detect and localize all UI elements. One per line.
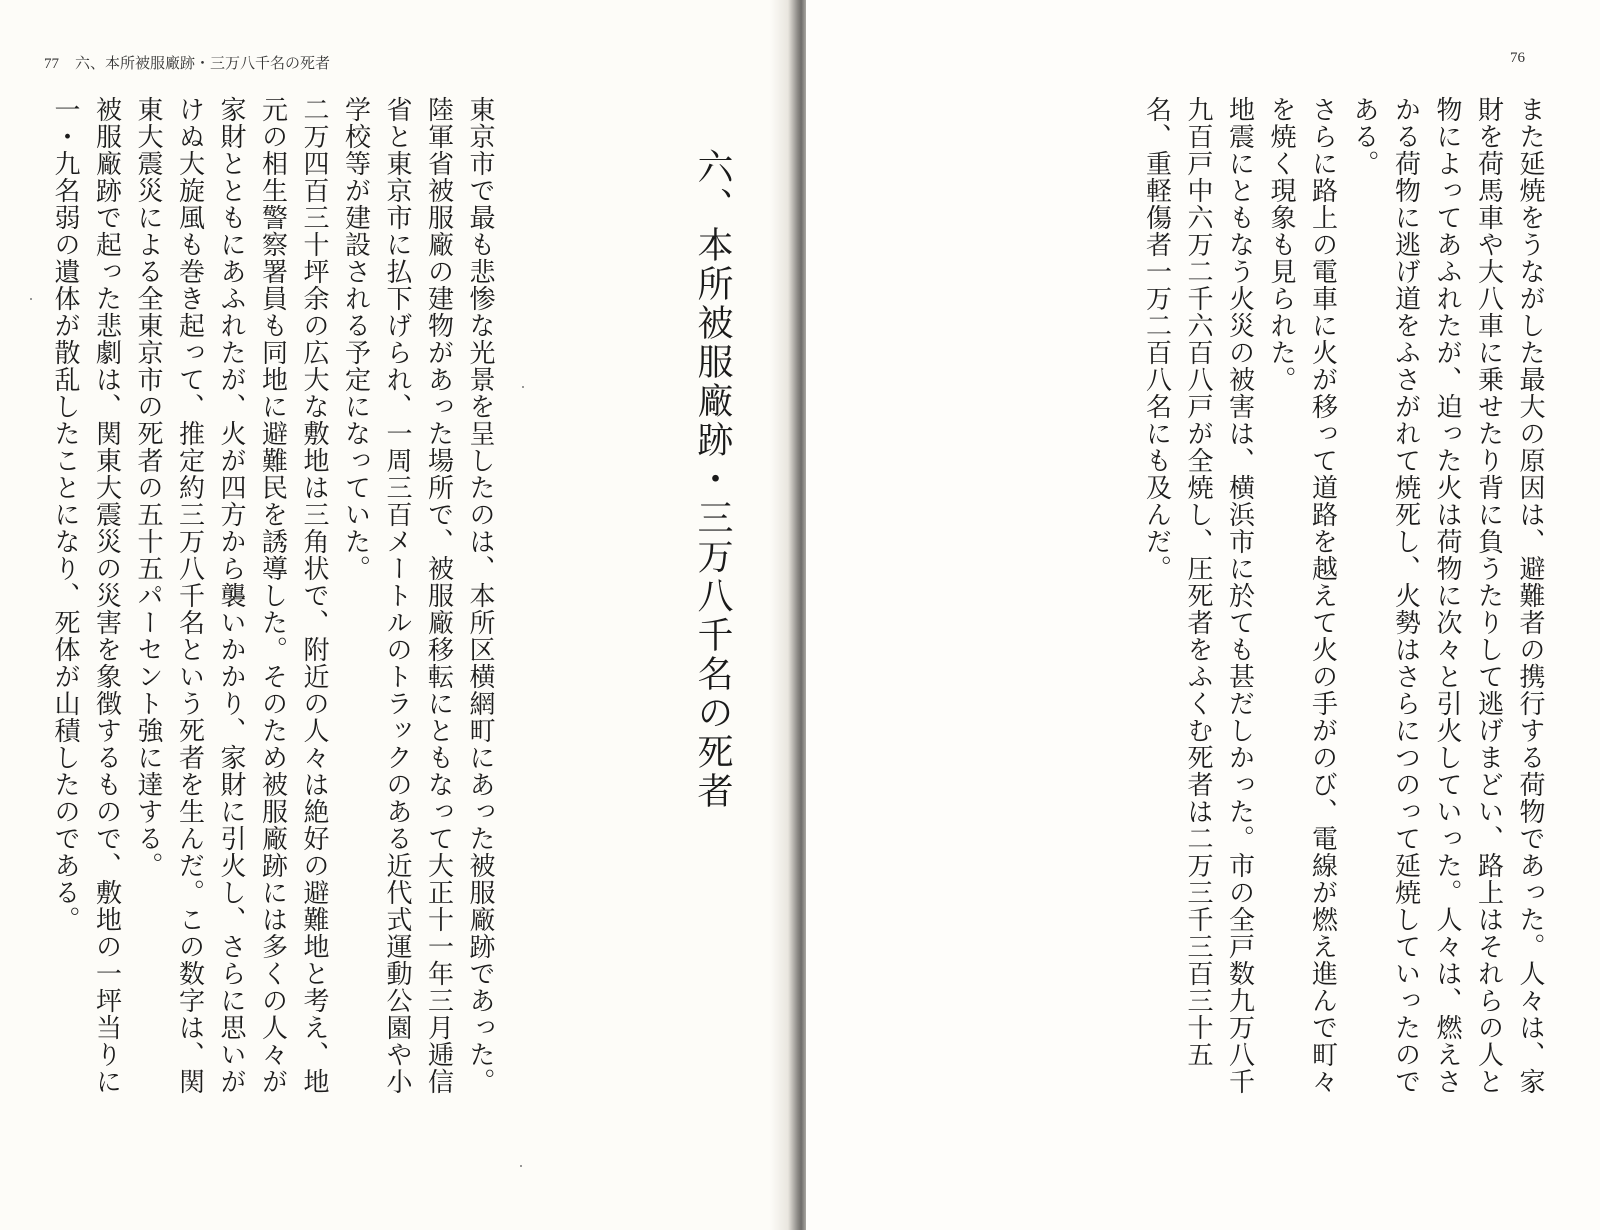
left-paragraph-3: 被服廠跡で起った悲劇は、関東大震災の災害を象徴するもので、敷地の一坪当りに一・九名弱の遺体が散乱したことになり、死体が山積したのである。 <box>50 96 122 1095</box>
right-page-number: 76 <box>1510 50 1525 66</box>
paper-speck <box>522 386 524 388</box>
right-body-text <box>1130 96 1550 1096</box>
right-paragraph-3: 地震にともなう火災の被害は、横浜市に於ても甚だしかった。市の全戸数九万八千九百戸中六万二千六百八戸が全焼し、圧死者をふくむ死者は二万三千三百三十五名、重軽傷者一万二百八名にも及んだ。 <box>1141 96 1255 1095</box>
right-paragraph-2: さらに路上の電車に火が移って道路を越えて火の手がのび、電線が燃え進んで町々を焼く現象も見られた。 <box>1266 96 1338 1095</box>
left-paragraph-1: 東京市で最も悲惨な光景を呈したのは、本所区横網町にあった被服廠跡であった。陸軍省被服廠の建物があった場所で、被服廠移転にともなって大正十一年三月逓信省と東京市に払下げられ、一周三百メートルのトラックのある近代式運動公園や小学校等が建設される予定になっていた。 <box>340 96 495 1095</box>
running-head-title: 六、本所被服廠跡・三万八千名の死者 <box>75 54 331 72</box>
paper-speck <box>30 298 32 300</box>
paper-speck <box>520 1165 522 1167</box>
left-running-head <box>44 52 330 73</box>
left-paragraph-2: 二万四百三十坪余の広大な敷地は三角状で、附近の人々は絶好の避難地と考え、地元の相生警察署員も同地に避難民を誘導した。そのため被服廠跡には多くの人々が家財とともにあふれたが、火が四方から襲いかかり、家財に引火し、さらに思いがけぬ大旋風も巻き起って、推定約三万八千名という死者を生んだ。この数字は、関東大震災による全東京市の死者の五十五パーセント強に達する。 <box>133 96 329 1095</box>
chapter-title: 六、本所被服廠跡・三万八千名の死者 <box>692 148 733 811</box>
left-body-text <box>0 96 500 1096</box>
right-paragraph-1: また延焼をうながした最大の原因は、避難者の携行する荷物であった。人々は、家財を荷馬車や大八車に乗せたり背に負うたりして逃げまどい、路上はそれらの人と物によってあふれたが、迫った火は荷物に次々と引火していった。人々は、燃えさかる荷物に逃げ道をふさがれて焼死し、火勢はさらにつのって延焼していったのである。 <box>1349 96 1545 1095</box>
left-page-number: 77 <box>44 56 59 72</box>
right-page <box>806 0 1600 1230</box>
left-page <box>0 0 790 1230</box>
